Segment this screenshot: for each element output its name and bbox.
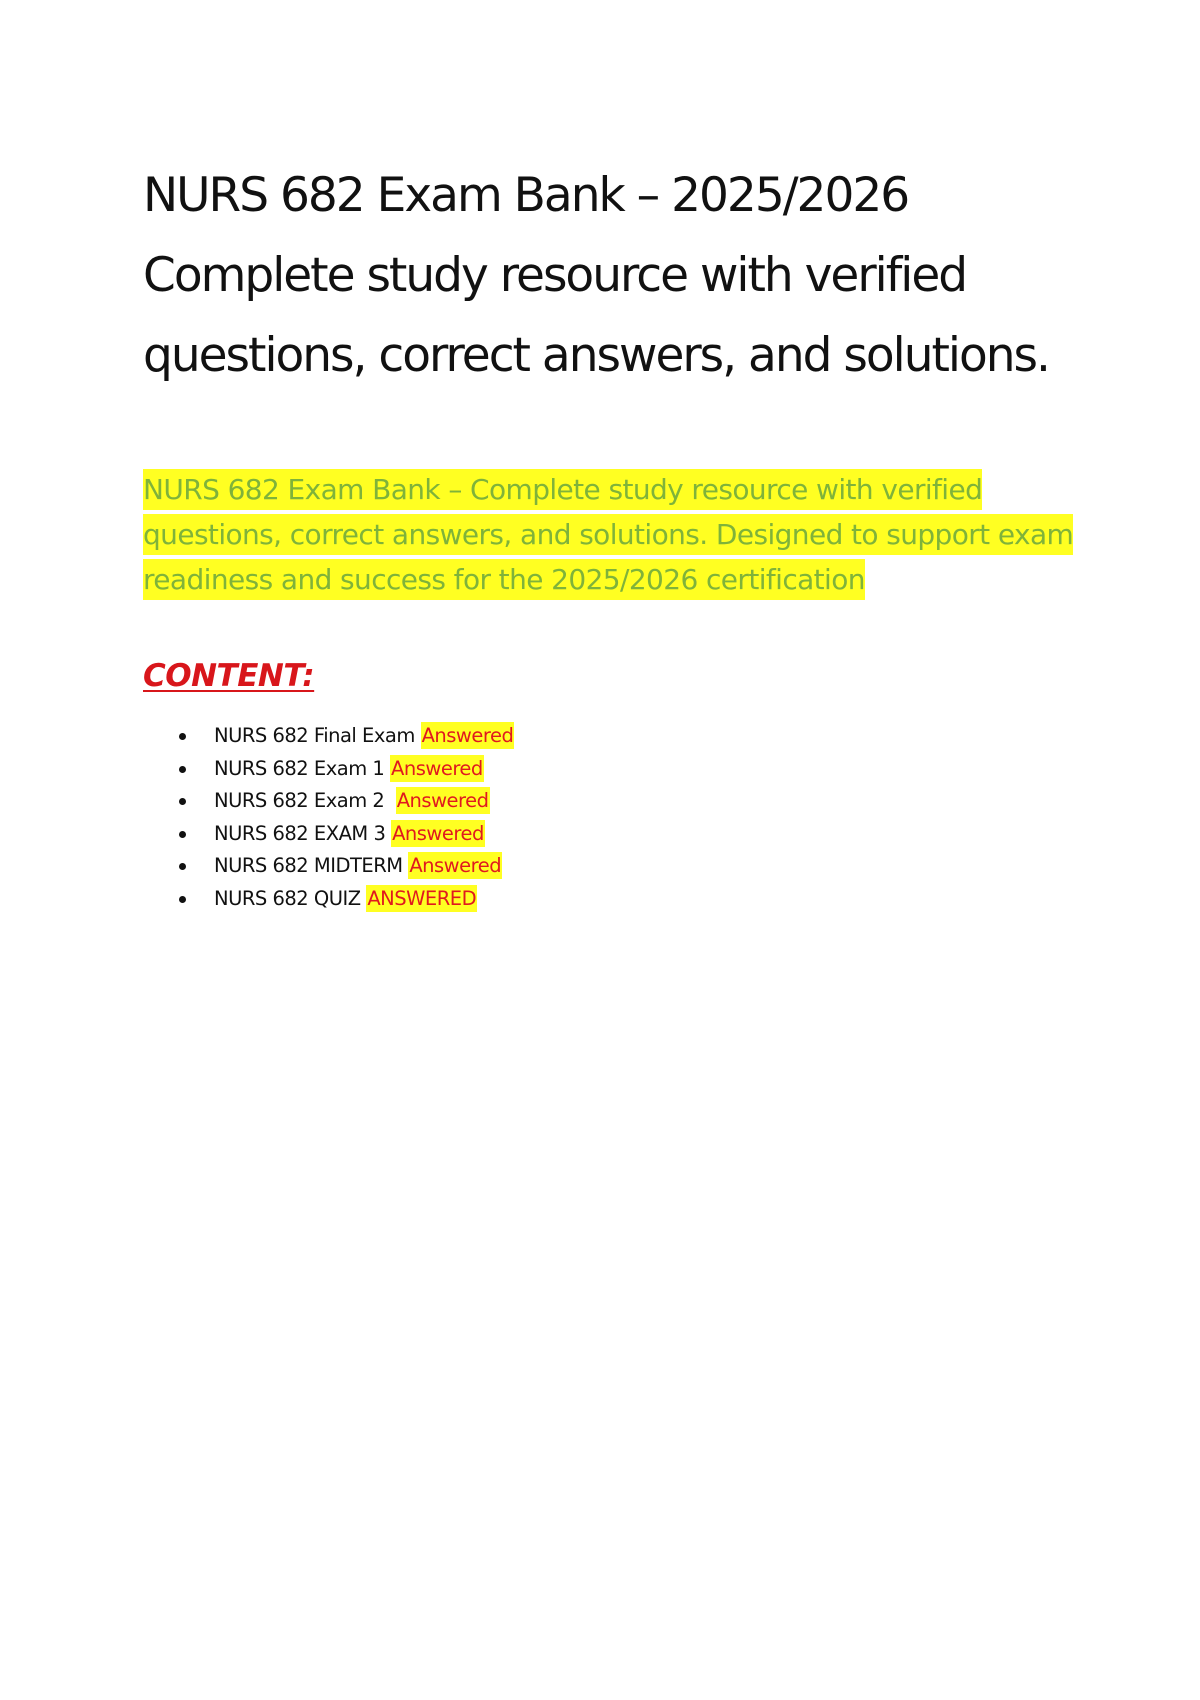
list-item [170,785,514,818]
list-item [170,883,514,916]
title-line-2: Complete study resource with verified [143,248,967,303]
item-name: NURS 682 Exam 2 [214,789,396,812]
bullet-icon [179,863,186,870]
intro-paragraph [143,467,1078,602]
item-name: NURS 682 MIDTERM [214,854,409,877]
title-line-3: questions, correct answers, and solutions. [143,328,1049,383]
item-status: Answered [396,789,489,812]
item-status: Answered [392,821,484,845]
item-status: ANSWERED [367,886,477,910]
item-name: NURS 682 Exam 1 [214,756,391,780]
item-status: Answered [421,724,514,747]
list-item [170,720,514,753]
bullet-icon [179,831,186,838]
bullet-icon [179,733,186,740]
intro-highlighted-text: NURS 682 Exam Bank – Complete study resource with verified questions, correct answers, and solutions. Designed to support exam readiness and success for the 2025/2026 certification [143,469,1073,600]
content-list [170,720,514,915]
item-status: Answered [391,756,483,780]
content-heading: CONTENT: [143,658,315,694]
list-item [170,753,514,786]
bullet-icon [179,896,186,903]
item-name: NURS 682 Final Exam [214,724,421,747]
list-item [170,818,514,851]
title-line-1: NURS 682 Exam Bank – 2025/2026 [143,168,909,223]
list-item [170,850,514,883]
document-title [143,156,1103,396]
bullet-icon [179,766,186,773]
bullet-icon [179,798,186,805]
item-name: NURS 682 QUIZ [214,886,367,910]
item-status: Answered [409,854,502,877]
item-name: NURS 682 EXAM 3 [214,821,392,845]
